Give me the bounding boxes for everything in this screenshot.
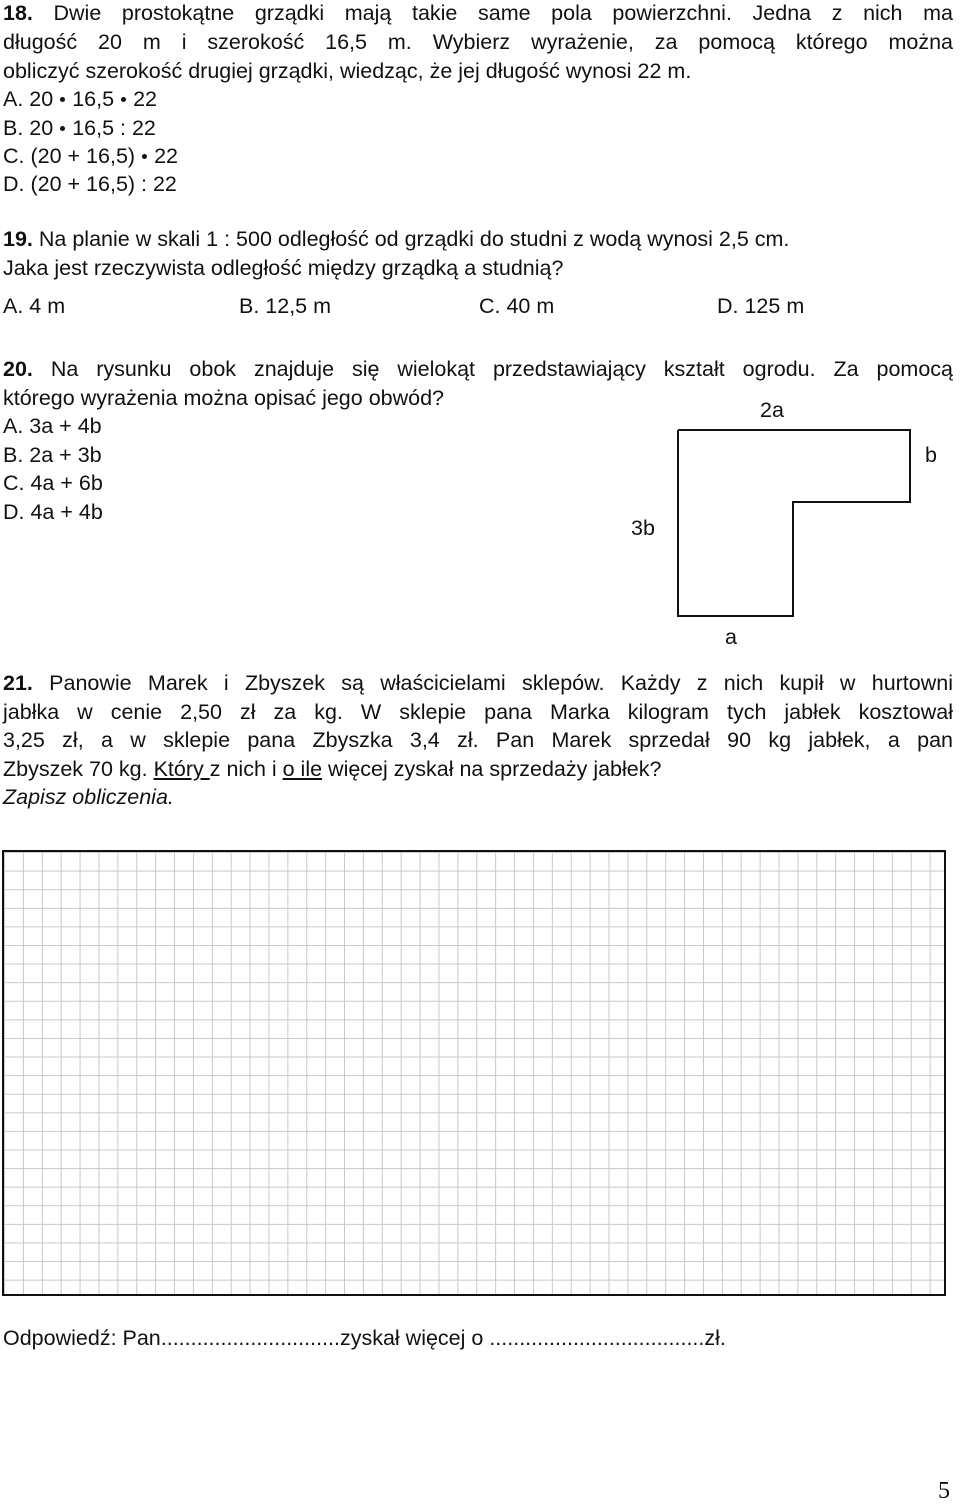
q18-line-1: 18. Dwie prostokątne grządki mają takie same pola powierzchni. Jedna z nich ma [3, 1, 953, 25]
underlined-which: Który [153, 757, 210, 781]
q19-option-d: D. 125 m [717, 294, 805, 318]
q21-number: 21. [3, 671, 33, 695]
page-number: 5 [938, 1478, 950, 1504]
figure-label-top: 2a [760, 398, 784, 422]
q19-option-c: C. 40 m [479, 294, 555, 318]
q20-option-c: C. 4a + 6b [3, 471, 103, 495]
q19-line-2: Jaka jest rzeczywista odległość między grządką a studnią? [3, 256, 564, 280]
q18-option-b: B. 20 16,5 : 22 [3, 116, 156, 140]
q21-instruction: Zapisz obliczenia. [3, 785, 174, 809]
q20-number: 20. [3, 357, 33, 381]
q18-option-c: C. (20 + 16,5) 22 [3, 144, 178, 168]
figure-label-bottom: a [725, 625, 737, 649]
q19-option-b: B. 12,5 m [239, 294, 332, 318]
q18-line-2: długość 20 m i szerokość 16,5 m. Wybierz wyrażenie, za pomocą którego można [3, 30, 953, 54]
figure-label-right: b [925, 443, 937, 467]
q21-line-1: 21. Panowie Marek i Zbyszek są właścicielami sklepów. Każdy z nich kupił w hurtowni [3, 671, 953, 695]
q18-option-d: D. (20 + 16,5) : 22 [3, 172, 177, 196]
q19-option-a: A. 4 m [3, 294, 66, 318]
q20-line-2: którego wyrażenia można opisać jego obwód? [3, 386, 445, 410]
multiply-dot-icon [60, 126, 65, 131]
garden-polygon-figure [670, 420, 920, 625]
q20-option-d: D. 4a + 4b [3, 500, 103, 524]
multiply-dot-icon [142, 154, 147, 159]
q19-line-1: 19. Na planie w skali 1 : 500 odległość od grządki do studni z wodą wynosi 2,5 cm. [3, 227, 790, 251]
multiply-dot-icon [121, 97, 126, 102]
garden-polygon-outline [678, 430, 910, 616]
q20-option-b: B. 2a + 3b [3, 443, 102, 467]
q20-line-1: 20. Na rysunku obok znajduje się wielokąt przedstawiający kształt ogrodu. Za pomocą [3, 357, 953, 381]
underlined-by-how-much: o ile [282, 757, 323, 781]
multiply-dot-icon [60, 97, 65, 102]
q18-number: 18. [3, 1, 33, 25]
q18-option-a: A. 20 16,5 22 [3, 87, 157, 111]
q20-option-a: A. 3a + 4b [3, 414, 102, 438]
figure-label-left: 3b [631, 516, 655, 540]
q21-line-3: 3,25 zł, a w sklepie pana Zbyszka 3,4 zł. Pan Marek sprzedał 90 kg jabłek, a pan [3, 728, 953, 752]
answer-line[interactable]: Odpowiedź: Pan..............................zyskał więcej o ....................................zł. [3, 1326, 726, 1350]
calculation-grid-area[interactable] [2, 850, 946, 1296]
q18-line-3: obliczyć szerokość drugiej grządki, wiedząc, że jej długość wynosi 22 m. [3, 59, 692, 83]
q19-number: 19. [3, 227, 33, 251]
q21-line-2: jabłka w cenie 2,50 zł za kg. W sklepie pana Marka kilogram tych jabłek kosztował [3, 700, 953, 724]
q21-line-4: Zbyszek 70 kg. Który z nich i o ile więcej zyskał na sprzedaży jabłek? [3, 757, 662, 781]
